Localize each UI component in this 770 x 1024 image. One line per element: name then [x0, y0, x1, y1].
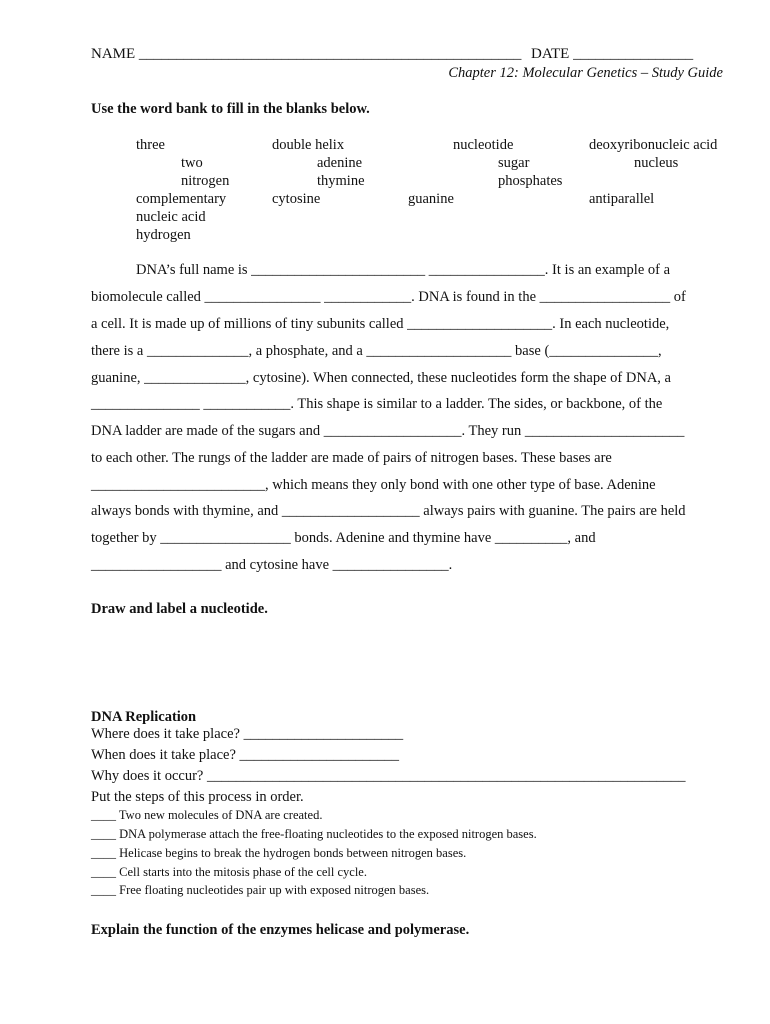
paragraph-line: there is a ______________, a phosphate, and a ____________________ base (_______________, — [91, 343, 662, 359]
replication-step: ____ Free floating nucleotides pair up with exposed nitrogen bases. — [91, 883, 430, 897]
word-bank-word: three — [136, 137, 165, 153]
replication-step: ____ Two new molecules of DNA are created. — [91, 808, 323, 822]
word-bank-word: thymine — [317, 173, 365, 189]
word-bank-word: hydrogen — [136, 227, 191, 243]
word-bank-word: guanine — [408, 191, 454, 207]
word-bank-word: cytosine — [272, 191, 321, 207]
replication-question: When does it take place? ______________________ — [91, 747, 400, 763]
word-bank-word: adenine — [317, 155, 363, 171]
word-bank-word: phosphates — [498, 173, 563, 189]
paragraph-line: biomolecule called ________________ ____________. DNA is found in the __________________ of — [91, 289, 686, 305]
word-bank-word: nucleus — [634, 155, 679, 171]
draw-heading: Draw and label a nucleotide. — [91, 601, 268, 617]
word-bank-word: complementary — [136, 191, 227, 207]
word-bank-word: double helix — [272, 137, 345, 153]
word-bank-word: nucleic acid — [136, 209, 206, 225]
word-bank-word: nucleotide — [453, 137, 514, 153]
word-bank-word: antiparallel — [589, 191, 655, 207]
paragraph-line: _______________ ____________. This shape is similar to a ladder. The sides, or backbone, of the — [91, 396, 663, 412]
word-bank-word: two — [181, 155, 203, 171]
replication-question: Why does it occur? __________________________________________________________________ — [91, 768, 686, 784]
explain-heading: Explain the function of the enzymes helicase and polymerase. — [91, 922, 470, 938]
replication-step: ____ Cell starts into the mitosis phase of the cell cycle. — [91, 865, 367, 879]
paragraph-line: always bonds with thymine, and ___________________ always pairs with guanine. The pairs are held — [91, 503, 686, 519]
replication-step: ____ Helicase begins to break the hydrogen bonds between nitrogen bases. — [91, 846, 467, 860]
word-bank-word: nitrogen — [181, 173, 230, 189]
paragraph-line: together by __________________ bonds. Adenine and thymine have __________, and — [91, 530, 596, 546]
word-bank-heading: Use the word bank to fill in the blanks below. — [91, 101, 370, 117]
replication-heading: DNA Replication — [91, 709, 197, 725]
subtitle: Chapter 12: Molecular Genetics – Study Guide — [448, 65, 723, 81]
replication-question: Where does it take place? ______________________ — [91, 726, 404, 742]
word-bank-word: sugar — [498, 155, 530, 171]
replication-instruction: Put the steps of this process in order. — [91, 789, 304, 805]
paragraph-line: __________________ and cytosine have ________________. — [91, 557, 453, 573]
paragraph-line: ________________________, which means they only bond with one other type of base. Adenine — [91, 477, 656, 493]
replication-step: ____ DNA polymerase attach the free-floating nucleotides to the exposed nitrogen bases. — [91, 827, 537, 841]
paragraph-line: DNA ladder are made of the sugars and ___________________. They run ______________________ — [91, 423, 685, 439]
paragraph-line: DNA’s full name is ________________________ ________________. It is an example of a — [136, 262, 671, 278]
paragraph-line: guanine, ______________, cytosine). When connected, these nucleotides form the shape of DNA, a — [91, 370, 671, 386]
paragraph-line: a cell. It is made up of millions of tiny subunits called ____________________. In each nucleotide, — [91, 316, 670, 332]
name-field-line: NAME ___________________________________________________ — [91, 46, 522, 62]
paragraph-line: to each other. The rungs of the ladder are made of pairs of nitrogen bases. These bases are — [91, 450, 612, 466]
word-bank-word: deoxyribonucleic acid — [589, 137, 718, 153]
date-field-line: DATE ________________ — [531, 46, 694, 62]
